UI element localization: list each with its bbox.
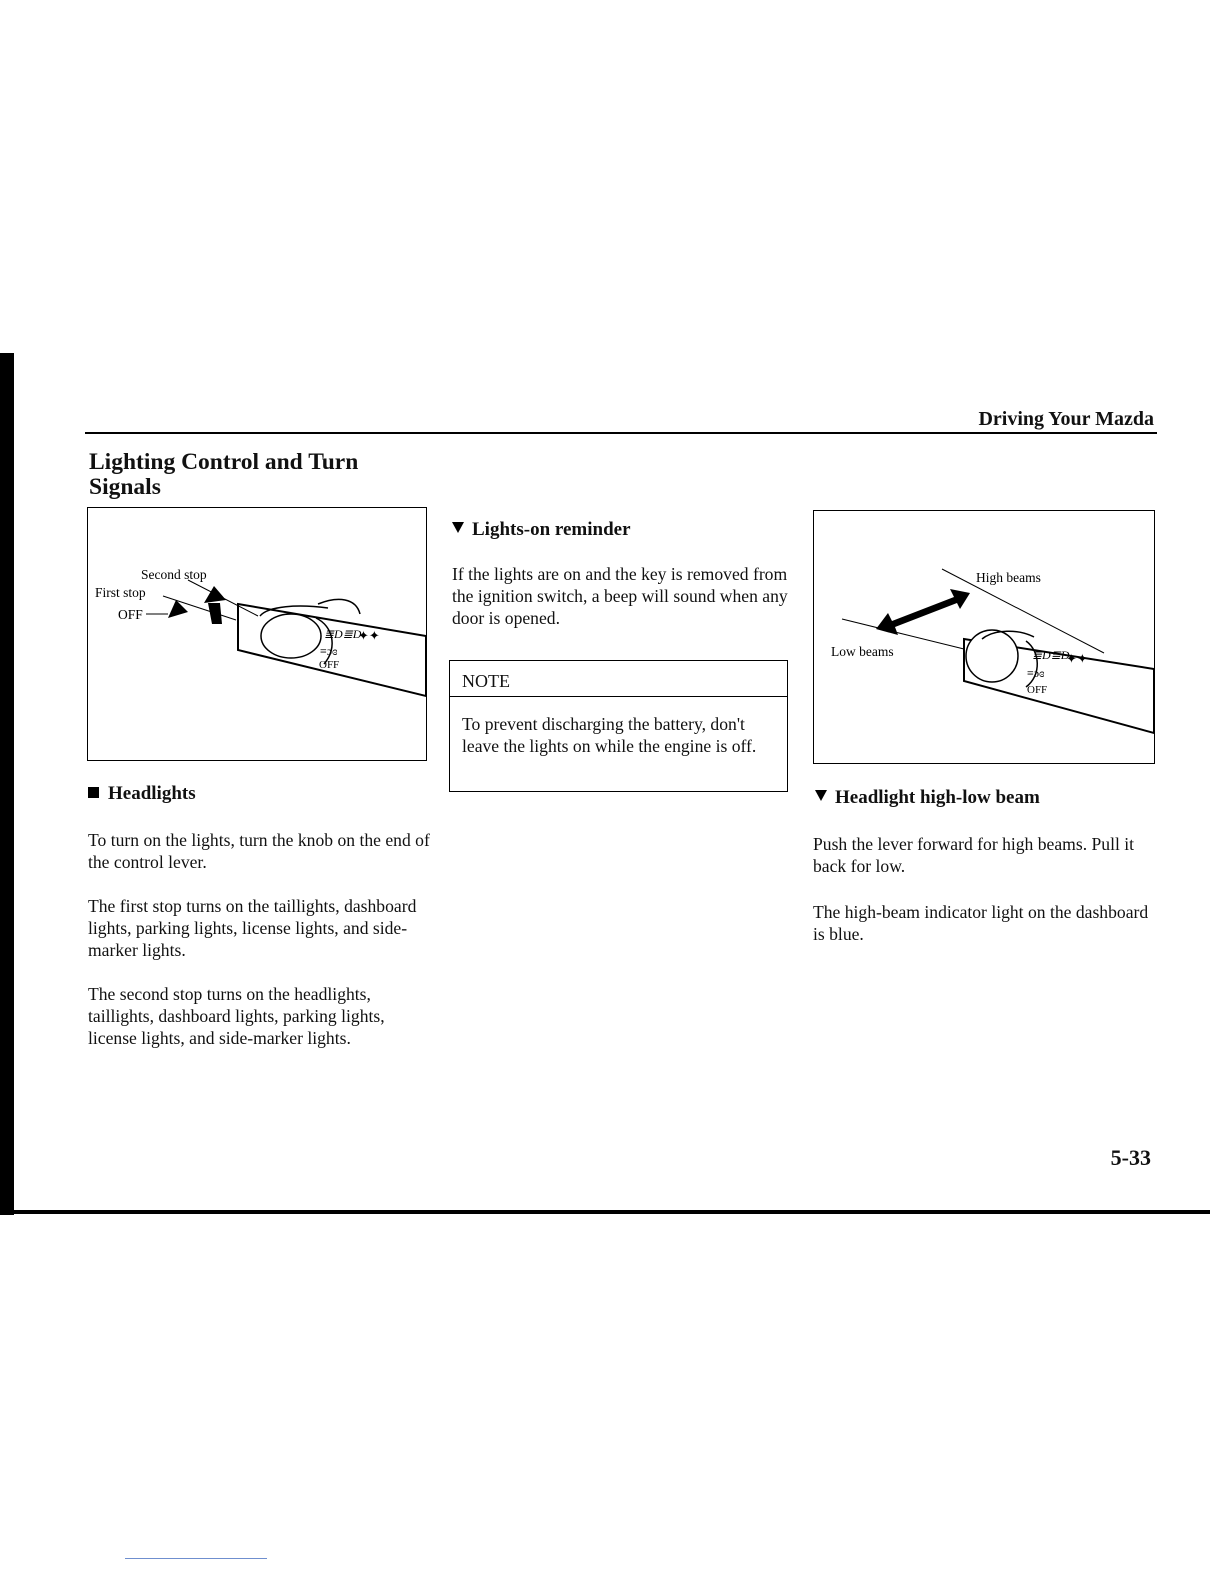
knob-end [261,614,321,658]
headlight-symbol: ≣D≣D [324,627,362,641]
header-rule [85,432,1157,434]
tail-symbol: ≡ɔɞ [320,644,338,658]
note-heading: NOTE [450,661,787,697]
high-low-beam-body [813,833,1153,945]
square-bullet-icon [88,787,99,798]
footer-line [125,1558,267,1559]
note-box [449,660,788,792]
high-low-beam-paragraph: The high-beam indicator light on the dashboard is blue. [813,902,1149,944]
page-number: 5-33 [1110,1145,1151,1170]
beam-parking-symbol: ✦✦ [1066,651,1088,666]
note-text: To prevent discharging the battery, don't leave the lights on while the engine is off. [462,714,757,756]
second-stop-label: Second stop [141,567,207,582]
first-stop-label: First stop [95,585,146,600]
headlight-knob-illustration [88,508,426,760]
down-triangle-icon [815,790,827,801]
beam-lever-illustration [814,511,1154,763]
beam-lever-knob [966,630,1018,682]
push-pull-arrow-icon [876,589,970,635]
lever-tip-edge [318,599,360,614]
beam-tail-symbol: ≡ɔɞ [1027,666,1045,680]
low-beams-label: Low beams [831,644,894,659]
parking-symbol: ✦✦ [358,628,380,643]
headlights-heading-text: Headlights [108,783,196,804]
second-stop-arrow-icon [204,586,226,624]
beam-knob-off-mark: OFF [1027,684,1048,696]
knob-off-mark: OFF [319,659,340,671]
down-triangle-icon [452,522,464,533]
lights-on-reminder-heading [452,519,631,541]
off-label: OFF [118,607,143,622]
beam-lever-figure [813,510,1155,764]
high-low-beam-paragraph: Push the lever forward for high beams. Pull it back for low. [813,834,1135,876]
second-stop-leader [188,580,258,616]
section-header-title: Driving Your Mazda [978,408,1154,430]
page-edge-bar [0,353,14,1215]
headlights-paragraph: The first stop turns on the taillights, dashboard lights, parking lights, license lights, and side-marker lights. [88,896,417,960]
page-title: Lighting Control and Turn Signals [89,449,359,500]
headlights-paragraph: To turn on the lights, turn the knob on the end of the control lever. [88,830,430,872]
lights-on-reminder-text: If the lights are on and the key is removed from the ignition switch, a beep will sound when any door is opened. [452,564,788,628]
headlight-knob-figure [87,507,427,761]
headlights-heading [88,783,196,805]
first-stop-arrow-icon [168,600,188,618]
page-bottom-rule [0,1210,1210,1214]
high-low-beam-heading-text: Headlight high-low beam [835,787,1040,808]
beam-headlight-symbol: ≣D≣D [1032,648,1070,662]
lights-on-reminder-heading-text: Lights-on reminder [472,519,631,540]
headlights-body [88,829,433,1049]
high-low-beam-heading [815,787,1040,809]
headlights-paragraph: The second stop turns on the headlights, taillights, dashboard lights, parking lights, license lights, and side-marker lights. [88,984,385,1048]
high-beams-label: High beams [976,570,1041,585]
